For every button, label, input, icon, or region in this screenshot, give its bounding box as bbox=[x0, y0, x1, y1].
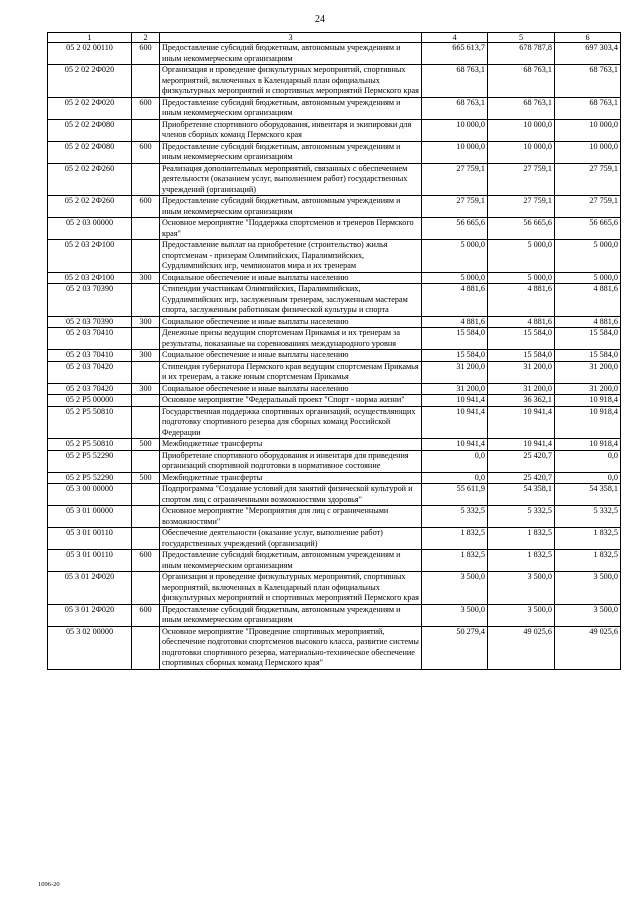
expense-type-code bbox=[132, 163, 160, 196]
table-row bbox=[48, 604, 621, 626]
expense-type-code bbox=[132, 450, 160, 472]
expense-type-code bbox=[132, 284, 160, 317]
expense-type-code: 300 bbox=[132, 272, 160, 284]
amount-year-2: 36 362,1 bbox=[488, 395, 555, 407]
target-article-code: 05 2 03 70390 bbox=[48, 316, 132, 328]
item-name: Предоставление субсидий бюджетным, автономным учреждениям и иным некоммерческим организациям bbox=[160, 43, 422, 65]
amount-year-3: 10 000,0 bbox=[555, 141, 621, 163]
amount-year-2: 5 000,0 bbox=[488, 272, 555, 284]
expense-type-code bbox=[132, 328, 160, 350]
amount-year-1: 4 881,6 bbox=[422, 316, 488, 328]
target-article-code: 05 3 01 2Ф020 bbox=[48, 572, 132, 605]
target-article-code: 05 3 01 2Ф020 bbox=[48, 604, 132, 626]
amount-year-1: 3 500,0 bbox=[422, 604, 488, 626]
amount-year-1: 10 000,0 bbox=[422, 141, 488, 163]
target-article-code: 05 2 P5 52290 bbox=[48, 450, 132, 472]
amount-year-1: 1 832,5 bbox=[422, 550, 488, 572]
amount-year-2: 1 832,5 bbox=[488, 550, 555, 572]
item-name: Предоставление субсидий бюджетным, автономным учреждениям и иным некоммерческим организациям bbox=[160, 97, 422, 119]
amount-year-1: 27 759,1 bbox=[422, 196, 488, 218]
expense-type-code bbox=[132, 406, 160, 439]
target-article-code: 05 2 02 00110 bbox=[48, 43, 132, 65]
target-article-code: 05 2 03 2Ф100 bbox=[48, 240, 132, 273]
amount-year-1: 0,0 bbox=[422, 450, 488, 472]
expense-type-code: 300 bbox=[132, 316, 160, 328]
amount-year-1: 3 500,0 bbox=[422, 572, 488, 605]
amount-year-2: 3 500,0 bbox=[488, 604, 555, 626]
amount-year-2: 31 200,0 bbox=[488, 383, 555, 395]
target-article-code: 05 3 01 00000 bbox=[48, 506, 132, 528]
target-article-code: 05 2 02 2Ф260 bbox=[48, 196, 132, 218]
item-name: Подпрограмма "Создание условий для занятий физической культурой и спортом лиц с ограниченными возможностями здоровья" bbox=[160, 484, 422, 506]
target-article-code: 05 2 03 70420 bbox=[48, 383, 132, 395]
target-article-code: 05 2 P5 52290 bbox=[48, 472, 132, 484]
amount-year-3: 4 881,6 bbox=[555, 284, 621, 317]
expense-type-code: 600 bbox=[132, 604, 160, 626]
amount-year-3: 0,0 bbox=[555, 472, 621, 484]
amount-year-2: 68 763,1 bbox=[488, 65, 555, 98]
document-footer-code: 1096-20 bbox=[38, 881, 60, 888]
target-article-code: 05 2 02 2Ф020 bbox=[48, 97, 132, 119]
amount-year-1: 10 941,4 bbox=[422, 395, 488, 407]
column-header: 3 bbox=[160, 33, 422, 43]
expense-type-code: 600 bbox=[132, 97, 160, 119]
amount-year-1: 5 332,5 bbox=[422, 506, 488, 528]
item-name: Межбюджетные трансферты bbox=[160, 472, 422, 484]
page-number: 24 bbox=[315, 14, 325, 25]
amount-year-1: 0,0 bbox=[422, 472, 488, 484]
item-name: Обеспечение деятельности (оказание услуг, выполнение работ) государственных учреждений (организаций) bbox=[160, 528, 422, 550]
item-name: Государственная поддержка спортивных организаций, осуществляющих подготовку спортивного резерва для сборных команд Российской Федерации bbox=[160, 406, 422, 439]
amount-year-3: 5 332,5 bbox=[555, 506, 621, 528]
target-article-code: 05 2 02 2Ф020 bbox=[48, 65, 132, 98]
amount-year-2: 10 941,4 bbox=[488, 406, 555, 439]
table-row bbox=[48, 361, 621, 383]
table-row bbox=[48, 218, 621, 240]
amount-year-1: 5 000,0 bbox=[422, 272, 488, 284]
amount-year-3: 697 303,4 bbox=[555, 43, 621, 65]
amount-year-3: 27 759,1 bbox=[555, 163, 621, 196]
table-row bbox=[48, 240, 621, 273]
target-article-code: 05 2 03 70420 bbox=[48, 361, 132, 383]
budget-table-header bbox=[48, 33, 621, 43]
target-article-code: 05 3 01 00110 bbox=[48, 528, 132, 550]
expense-type-code bbox=[132, 484, 160, 506]
target-article-code: 05 2 P5 00000 bbox=[48, 395, 132, 407]
amount-year-2: 4 881,6 bbox=[488, 284, 555, 317]
item-name: Социальное обеспечение и иные выплаты населению bbox=[160, 316, 422, 328]
table-row bbox=[48, 163, 621, 196]
column-header: 6 bbox=[555, 33, 621, 43]
item-name: Социальное обеспечение и иные выплаты населению bbox=[160, 350, 422, 362]
table-row bbox=[48, 472, 621, 484]
item-name: Основное мероприятие "Поддержка спортсменов и тренеров Пермского края" bbox=[160, 218, 422, 240]
expense-type-code: 300 bbox=[132, 383, 160, 395]
amount-year-1: 27 759,1 bbox=[422, 163, 488, 196]
expense-type-code: 600 bbox=[132, 43, 160, 65]
expense-type-code bbox=[132, 218, 160, 240]
amount-year-3: 4 881,6 bbox=[555, 316, 621, 328]
amount-year-1: 50 279,4 bbox=[422, 626, 488, 669]
expense-type-code bbox=[132, 361, 160, 383]
target-article-code: 05 3 00 00000 bbox=[48, 484, 132, 506]
target-article-code: 05 2 02 2Ф080 bbox=[48, 119, 132, 141]
item-name: Организация и проведение физкультурных мероприятий, спортивных мероприятий, включенных в Календарный план официальных физкультурных мероприятий и спортивных мероприятий Пермского края bbox=[160, 572, 422, 605]
table-row bbox=[48, 65, 621, 98]
table-row bbox=[48, 43, 621, 65]
table-row bbox=[48, 196, 621, 218]
item-name: Стипендии участникам Олимпийских, Паралимпийских, Сурдлимпийских игр, заслуженным тренерам, заслуженным мастерам спорта, заслуженным работникам физической культуры и спорта bbox=[160, 284, 422, 317]
item-name: Предоставление субсидий бюджетным, автономным учреждениям и иным некоммерческим организациям bbox=[160, 141, 422, 163]
budget-table bbox=[47, 32, 621, 670]
table-row bbox=[48, 316, 621, 328]
amount-year-2: 10 000,0 bbox=[488, 141, 555, 163]
expense-type-code: 600 bbox=[132, 550, 160, 572]
item-name: Основное мероприятие "Мероприятия для лиц с ограниченными возможностями" bbox=[160, 506, 422, 528]
target-article-code: 05 2 02 2Ф080 bbox=[48, 141, 132, 163]
amount-year-3: 49 025,6 bbox=[555, 626, 621, 669]
amount-year-2: 68 763,1 bbox=[488, 97, 555, 119]
target-article-code: 05 3 01 00110 bbox=[48, 550, 132, 572]
item-name: Реализация дополнительных мероприятий, связанных с обеспечением деятельности (оказанием услуг, выполнением работ) государственных учреждений (организаций) bbox=[160, 163, 422, 196]
expense-type-code bbox=[132, 528, 160, 550]
target-article-code: 05 2 02 2Ф260 bbox=[48, 163, 132, 196]
amount-year-2: 56 665,6 bbox=[488, 218, 555, 240]
item-name: Предоставление выплат на приобретение (строительство) жилья спортсменам - призерам Олимпийских, Паралимпийских, Сурдлимпийских игр, чемпионатов мира и их тренерам bbox=[160, 240, 422, 273]
amount-year-2: 27 759,1 bbox=[488, 163, 555, 196]
expense-type-code: 300 bbox=[132, 350, 160, 362]
amount-year-3: 10 918,4 bbox=[555, 395, 621, 407]
table-row bbox=[48, 406, 621, 439]
amount-year-3: 68 763,1 bbox=[555, 65, 621, 98]
expense-type-code bbox=[132, 626, 160, 669]
amount-year-3: 15 584,0 bbox=[555, 328, 621, 350]
table-row bbox=[48, 383, 621, 395]
amount-year-3: 3 500,0 bbox=[555, 604, 621, 626]
amount-year-3: 10 000,0 bbox=[555, 119, 621, 141]
amount-year-2: 10 000,0 bbox=[488, 119, 555, 141]
item-name: Денежные призы ведущим спортсменам Прикамья и их тренерам за результаты, показанные на соревнованиях международного уровня bbox=[160, 328, 422, 350]
amount-year-3: 10 918,4 bbox=[555, 406, 621, 439]
item-name: Приобретение спортивного оборудования, инвентаря и экипировки для членов сборных команд Пермского края bbox=[160, 119, 422, 141]
table-row bbox=[48, 484, 621, 506]
target-article-code: 05 3 02 00000 bbox=[48, 626, 132, 669]
table-row bbox=[48, 572, 621, 605]
amount-year-2: 678 787,8 bbox=[488, 43, 555, 65]
amount-year-2: 15 584,0 bbox=[488, 350, 555, 362]
amount-year-2: 4 881,6 bbox=[488, 316, 555, 328]
table-row bbox=[48, 284, 621, 317]
expense-type-code: 500 bbox=[132, 472, 160, 484]
expense-type-code: 600 bbox=[132, 196, 160, 218]
expense-type-code bbox=[132, 119, 160, 141]
table-row bbox=[48, 395, 621, 407]
table-row bbox=[48, 272, 621, 284]
target-article-code: 05 2 03 70410 bbox=[48, 350, 132, 362]
target-article-code: 05 2 03 70390 bbox=[48, 284, 132, 317]
amount-year-2: 5 332,5 bbox=[488, 506, 555, 528]
amount-year-3: 3 500,0 bbox=[555, 572, 621, 605]
amount-year-3: 54 358,1 bbox=[555, 484, 621, 506]
item-name: Основное мероприятие "Федеральный проект "Спорт - норма жизни" bbox=[160, 395, 422, 407]
amount-year-2: 3 500,0 bbox=[488, 572, 555, 605]
column-number-row bbox=[48, 33, 621, 43]
amount-year-3: 56 665,6 bbox=[555, 218, 621, 240]
column-header: 4 bbox=[422, 33, 488, 43]
amount-year-3: 5 000,0 bbox=[555, 272, 621, 284]
amount-year-3: 0,0 bbox=[555, 450, 621, 472]
amount-year-3: 15 584,0 bbox=[555, 350, 621, 362]
table-row bbox=[48, 97, 621, 119]
amount-year-2: 25 420,7 bbox=[488, 472, 555, 484]
expense-type-code bbox=[132, 572, 160, 605]
expense-type-code bbox=[132, 506, 160, 528]
amount-year-1: 31 200,0 bbox=[422, 383, 488, 395]
table-row bbox=[48, 328, 621, 350]
amount-year-1: 15 584,0 bbox=[422, 328, 488, 350]
item-name: Предоставление субсидий бюджетным, автономным учреждениям и иным некоммерческим организациям bbox=[160, 604, 422, 626]
amount-year-3: 31 200,0 bbox=[555, 361, 621, 383]
amount-year-3: 27 759,1 bbox=[555, 196, 621, 218]
table-row bbox=[48, 439, 621, 451]
table-row bbox=[48, 528, 621, 550]
amount-year-1: 1 832,5 bbox=[422, 528, 488, 550]
table-row bbox=[48, 550, 621, 572]
amount-year-2: 5 000,0 bbox=[488, 240, 555, 273]
item-name: Социальное обеспечение и иные выплаты населению bbox=[160, 383, 422, 395]
amount-year-1: 31 200,0 bbox=[422, 361, 488, 383]
amount-year-3: 31 200,0 bbox=[555, 383, 621, 395]
target-article-code: 05 2 P5 50810 bbox=[48, 439, 132, 451]
expense-type-code bbox=[132, 65, 160, 98]
item-name: Предоставление субсидий бюджетным, автономным учреждениям и иным некоммерческим организациям bbox=[160, 550, 422, 572]
table-row bbox=[48, 626, 621, 669]
amount-year-3: 1 832,5 bbox=[555, 528, 621, 550]
expense-type-code bbox=[132, 395, 160, 407]
column-header: 2 bbox=[132, 33, 160, 43]
amount-year-3: 5 000,0 bbox=[555, 240, 621, 273]
amount-year-1: 665 613,7 bbox=[422, 43, 488, 65]
table-row bbox=[48, 350, 621, 362]
amount-year-2: 31 200,0 bbox=[488, 361, 555, 383]
item-name: Межбюджетные трансферты bbox=[160, 439, 422, 451]
target-article-code: 05 2 03 00000 bbox=[48, 218, 132, 240]
item-name: Приобретение спортивного оборудования и инвентаря для приведения организаций спортивной подготовки в нормативное состояние bbox=[160, 450, 422, 472]
amount-year-2: 49 025,6 bbox=[488, 626, 555, 669]
table-row bbox=[48, 506, 621, 528]
expense-type-code: 500 bbox=[132, 439, 160, 451]
column-header: 1 bbox=[48, 33, 132, 43]
budget-table-body bbox=[48, 43, 621, 670]
amount-year-1: 68 763,1 bbox=[422, 97, 488, 119]
amount-year-3: 10 918,4 bbox=[555, 439, 621, 451]
table-row bbox=[48, 119, 621, 141]
item-name: Социальное обеспечение и иные выплаты населению bbox=[160, 272, 422, 284]
target-article-code: 05 2 P5 50810 bbox=[48, 406, 132, 439]
amount-year-1: 4 881,6 bbox=[422, 284, 488, 317]
column-header: 5 bbox=[488, 33, 555, 43]
amount-year-1: 56 665,6 bbox=[422, 218, 488, 240]
amount-year-1: 55 611,9 bbox=[422, 484, 488, 506]
amount-year-1: 10 941,4 bbox=[422, 439, 488, 451]
amount-year-1: 5 000,0 bbox=[422, 240, 488, 273]
table-row bbox=[48, 141, 621, 163]
amount-year-3: 68 763,1 bbox=[555, 97, 621, 119]
table-row bbox=[48, 450, 621, 472]
amount-year-2: 25 420,7 bbox=[488, 450, 555, 472]
item-name: Предоставление субсидий бюджетным, автономным учреждениям и иным некоммерческим организациям bbox=[160, 196, 422, 218]
amount-year-1: 15 584,0 bbox=[422, 350, 488, 362]
item-name: Организация и проведение физкультурных мероприятий, спортивных мероприятий, включенных в Календарный план официальных физкультурных мероприятий и спортивных мероприятий Пермского края bbox=[160, 65, 422, 98]
amount-year-1: 10 000,0 bbox=[422, 119, 488, 141]
amount-year-2: 54 358,1 bbox=[488, 484, 555, 506]
amount-year-2: 27 759,1 bbox=[488, 196, 555, 218]
expense-type-code bbox=[132, 240, 160, 273]
amount-year-3: 1 832,5 bbox=[555, 550, 621, 572]
amount-year-2: 1 832,5 bbox=[488, 528, 555, 550]
amount-year-2: 10 941,4 bbox=[488, 439, 555, 451]
item-name: Стипендия губернатора Пермского края ведущим спортсменам Прикамья и их тренерам, а также юным спортсменам Прикамья bbox=[160, 361, 422, 383]
item-name: Основное мероприятие "Проведение спортивных мероприятий, обеспечение подготовки спортсменов высокого класса, развитие системы подготовки спортивного резерва, материально-техническое обеспечение спортивных сборных команд Пермского края" bbox=[160, 626, 422, 669]
expense-type-code: 600 bbox=[132, 141, 160, 163]
amount-year-2: 15 584,0 bbox=[488, 328, 555, 350]
target-article-code: 05 2 03 2Ф100 bbox=[48, 272, 132, 284]
amount-year-1: 10 941,4 bbox=[422, 406, 488, 439]
amount-year-1: 68 763,1 bbox=[422, 65, 488, 98]
target-article-code: 05 2 03 70410 bbox=[48, 328, 132, 350]
